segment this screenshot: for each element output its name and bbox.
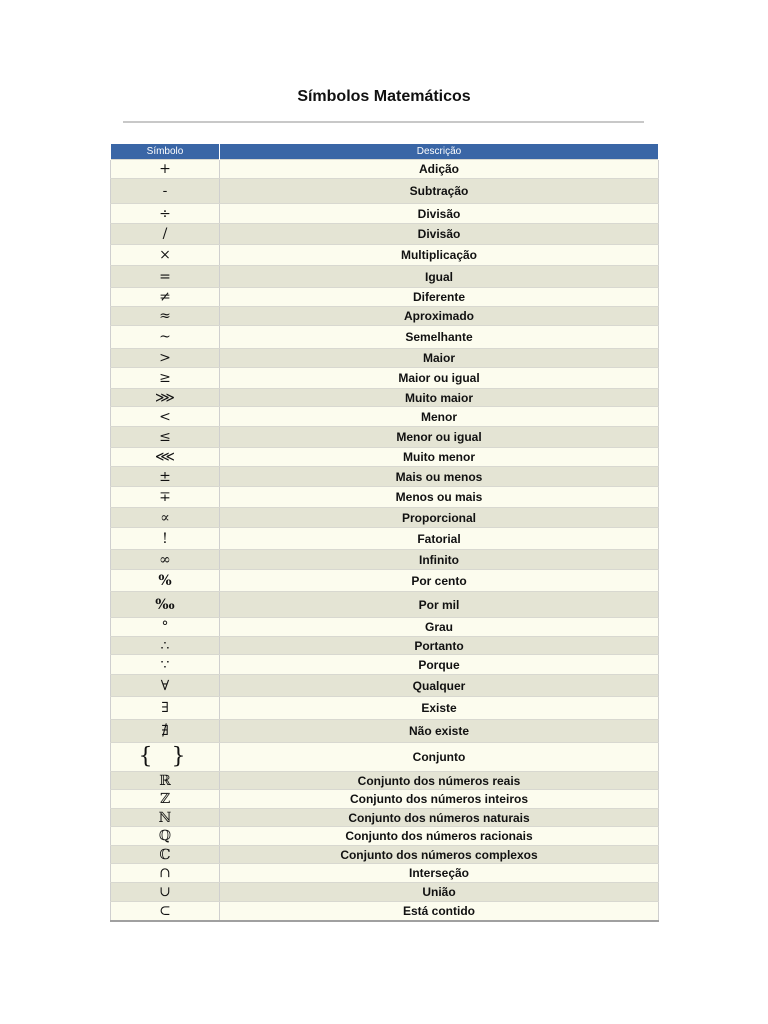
description-cell: Multiplicação [220, 245, 659, 266]
table-row [111, 618, 659, 637]
symbol-cell: ⋘ [111, 448, 220, 467]
description-cell: Diferente [220, 288, 659, 307]
description-cell: Menor ou igual [220, 427, 659, 448]
table-row [111, 864, 659, 883]
symbol-cell: ± [111, 467, 220, 487]
table-row [111, 720, 659, 743]
table-row [111, 743, 659, 772]
table-row [111, 448, 659, 467]
symbol-cell: ≈ [111, 307, 220, 326]
table-row [111, 160, 659, 179]
table-header-row [111, 144, 659, 160]
table-row [111, 427, 659, 448]
description-cell: Maior ou igual [220, 368, 659, 389]
symbol-cell: ℕ [111, 809, 220, 827]
symbol-cell: = [111, 266, 220, 288]
table-row [111, 902, 659, 921]
symbol-cell: ≥ [111, 368, 220, 389]
symbol-cell: ∞ [111, 550, 220, 570]
symbol-cell: ∄ [111, 720, 220, 743]
symbol-cell: ∵ [111, 655, 220, 675]
table-row [111, 467, 659, 487]
description-cell: Por cento [220, 570, 659, 592]
symbol-cell: ∝ [111, 508, 220, 528]
table-row [111, 550, 659, 570]
description-cell: Proporcional [220, 508, 659, 528]
description-cell: Conjunto dos números complexos [220, 846, 659, 864]
symbol-cell: ∓ [111, 487, 220, 508]
description-cell: Conjunto dos números racionais [220, 827, 659, 846]
description-cell: Está contido [220, 902, 659, 921]
table-row [111, 349, 659, 368]
symbol-cell: % [111, 570, 220, 592]
table-row [111, 508, 659, 528]
table-row [111, 245, 659, 266]
table-row [111, 307, 659, 326]
symbol-cell: ‰ [111, 592, 220, 618]
symbol-cell: × [111, 245, 220, 266]
description-cell: Divisão [220, 224, 659, 245]
table-row [111, 224, 659, 245]
description-cell: Menos ou mais [220, 487, 659, 508]
symbols-table [110, 144, 659, 922]
description-cell: Mais ou menos [220, 467, 659, 487]
title-divider [123, 121, 644, 123]
symbol-cell: ∴ [111, 637, 220, 655]
description-cell: Porque [220, 655, 659, 675]
table-row [111, 637, 659, 655]
symbol-cell: ℤ [111, 790, 220, 809]
table-row [111, 809, 659, 827]
symbol-cell: { } [111, 743, 220, 772]
symbol-cell: ∃ [111, 697, 220, 720]
table-row [111, 389, 659, 407]
symbol-cell: ℚ [111, 827, 220, 846]
description-cell: Existe [220, 697, 659, 720]
symbol-cell: ⋙ [111, 389, 220, 407]
symbol-cell: ≠ [111, 288, 220, 307]
description-cell: Semelhante [220, 326, 659, 349]
table-row [111, 570, 659, 592]
description-cell: Maior [220, 349, 659, 368]
table-row [111, 368, 659, 389]
symbol-cell: ∩ [111, 864, 220, 883]
table-row [111, 326, 659, 349]
header-description: Descrição [220, 144, 659, 160]
symbol-cell: ÷ [111, 204, 220, 224]
description-cell: União [220, 883, 659, 902]
description-cell: Não existe [220, 720, 659, 743]
table-row [111, 772, 659, 790]
table-row [111, 697, 659, 720]
symbol-cell: ℂ [111, 846, 220, 864]
symbol-cell: ℝ [111, 772, 220, 790]
symbol-cell: ∀ [111, 675, 220, 697]
symbol-cell: - [111, 179, 220, 204]
description-cell: Adição [220, 160, 659, 179]
symbol-cell: ° [111, 618, 220, 637]
symbol-cell: / [111, 224, 220, 245]
table-row [111, 528, 659, 550]
description-cell: Conjunto dos números naturais [220, 809, 659, 827]
table-row [111, 179, 659, 204]
table-row [111, 592, 659, 618]
symbol-cell: > [111, 349, 220, 368]
description-cell: Portanto [220, 637, 659, 655]
description-cell: Fatorial [220, 528, 659, 550]
symbol-cell: ≤ [111, 427, 220, 448]
description-cell: Divisão [220, 204, 659, 224]
table-row [111, 655, 659, 675]
description-cell: Conjunto dos números reais [220, 772, 659, 790]
page-title: Símbolos Matemáticos [297, 88, 471, 105]
description-cell: Aproximado [220, 307, 659, 326]
description-cell: Grau [220, 618, 659, 637]
description-cell: Conjunto dos números inteiros [220, 790, 659, 809]
table-row [111, 288, 659, 307]
table-row [111, 790, 659, 809]
description-cell: Interseção [220, 864, 659, 883]
description-cell: Igual [220, 266, 659, 288]
header-symbol: Símbolo [111, 144, 220, 160]
table-row [111, 407, 659, 427]
table-row [111, 883, 659, 902]
description-cell: Muito maior [220, 389, 659, 407]
table-row [111, 675, 659, 697]
table-row [111, 846, 659, 864]
symbol-cell: ∪ [111, 883, 220, 902]
symbol-cell: < [111, 407, 220, 427]
symbol-cell: ~ [111, 326, 220, 349]
description-cell: Conjunto [220, 743, 659, 772]
symbol-cell: ⊂ [111, 902, 220, 921]
description-cell: Infinito [220, 550, 659, 570]
description-cell: Subtração [220, 179, 659, 204]
description-cell: Muito menor [220, 448, 659, 467]
description-cell: Qualquer [220, 675, 659, 697]
symbol-cell: + [111, 160, 220, 179]
symbol-cell: ! [111, 528, 220, 550]
table-row [111, 266, 659, 288]
table-row [111, 204, 659, 224]
table-row [111, 827, 659, 846]
table-body [111, 160, 659, 921]
table-row [111, 487, 659, 508]
description-cell: Menor [220, 407, 659, 427]
description-cell: Por mil [220, 592, 659, 618]
